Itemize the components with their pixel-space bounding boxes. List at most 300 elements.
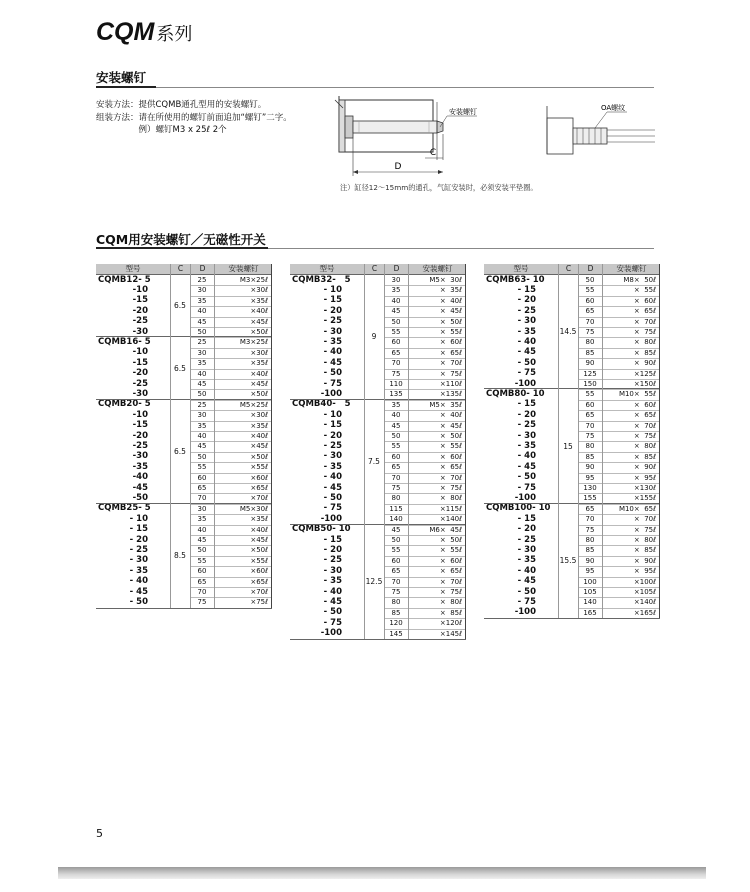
d-cell: 75 (585, 432, 595, 440)
screw-cell: × 65ℓ (439, 463, 462, 472)
d-cell: 75 (585, 328, 595, 336)
screw-cell: ×140ℓ (633, 598, 656, 607)
table-row (290, 597, 466, 607)
d-cell: 80 (585, 536, 595, 544)
table-row (290, 545, 466, 555)
model-cell: - 10 (323, 409, 342, 420)
table-row (484, 535, 660, 545)
table-row (290, 275, 466, 285)
table-row (290, 473, 466, 483)
d-cell: 30 (197, 286, 207, 295)
header-d: D (191, 264, 214, 274)
table-row (484, 577, 660, 587)
table-row (290, 379, 466, 389)
d-cell: 65 (585, 307, 595, 316)
c-cell: 15 (563, 441, 573, 451)
model-cell: -10 (132, 347, 148, 358)
d-cell: 115 (389, 504, 403, 513)
table-row (484, 369, 660, 379)
model-cell: - 20 (323, 430, 342, 441)
table-row (484, 348, 660, 358)
model-cell: - 30 (517, 544, 536, 555)
column-divider (190, 264, 191, 608)
table-row (484, 410, 660, 420)
screw-cell: × 80ℓ (633, 338, 656, 347)
screw-cell: ×70ℓ (250, 494, 268, 503)
header-d: D (385, 264, 408, 274)
d-cell: 50 (197, 328, 207, 336)
table-row (290, 296, 466, 306)
screw-cell: ×30ℓ (250, 286, 268, 295)
screw-cell: ×35ℓ (250, 421, 268, 430)
group-divider (290, 399, 466, 400)
screw-cell: × 65ℓ (633, 307, 656, 316)
model-cell: - 35 (323, 461, 342, 472)
header-c: C (171, 264, 190, 274)
table-row (96, 317, 272, 327)
screw-cell: ×135ℓ (439, 390, 462, 399)
screw-cell: × 60ℓ (633, 296, 656, 305)
screw-cell: × 40ℓ (439, 411, 462, 420)
model-cell: -100 (514, 492, 536, 503)
screw-cell: ×40ℓ (250, 432, 268, 440)
d-cell: 55 (197, 556, 207, 565)
model-cell: - 15 (129, 524, 148, 535)
mounting-diagram (325, 94, 665, 184)
screw-cell: ×30ℓ (250, 411, 268, 420)
model-cell: -10 (132, 284, 148, 295)
section-title-mounting-bolt: 安装螺钉 (96, 70, 147, 85)
column-divider (170, 264, 171, 608)
group-divider (290, 524, 466, 525)
page-number: 5 (96, 827, 103, 840)
d-cell: 30 (197, 504, 207, 513)
d-cell: 30 (197, 348, 207, 357)
d-cell: 80 (585, 338, 595, 347)
model-cell: - 40 (517, 451, 536, 462)
d-cell: 55 (197, 463, 207, 472)
model-cell: - 10 (129, 513, 148, 524)
d-cell: 40 (197, 525, 207, 534)
section-underline (96, 86, 156, 88)
table-row (96, 483, 272, 493)
screw-cell: ×60ℓ (250, 567, 268, 576)
group-divider (484, 503, 660, 504)
model-cell: - 25 (323, 440, 342, 451)
d-cell: 125 (583, 369, 597, 378)
model-cell: CQMB12- 5 (98, 274, 151, 285)
table-row (290, 358, 466, 368)
d-cell: 25 (197, 338, 207, 347)
d-cell: 135 (389, 390, 403, 399)
d-cell: 85 (585, 452, 595, 461)
screw-cell: × 70ℓ (439, 473, 462, 482)
d-cell: 60 (391, 452, 401, 461)
d-cell: 45 (197, 317, 207, 326)
table-row (96, 337, 272, 347)
screw-cell: ×45ℓ (250, 536, 268, 544)
d-cell: 100 (583, 577, 597, 586)
table-row (484, 587, 660, 597)
screw-cell: M3×25ℓ (239, 338, 268, 347)
model-cell: - 45 (323, 357, 342, 368)
screw-cell: ×50ℓ (250, 328, 268, 336)
table-row (96, 410, 272, 420)
table-row (290, 285, 466, 295)
d-cell: 45 (391, 307, 401, 316)
table-row (484, 306, 660, 316)
d-cell: 35 (391, 286, 401, 295)
table-row (484, 358, 660, 368)
d-cell: 40 (197, 369, 207, 378)
table-row (290, 306, 466, 316)
screw-cell: M5×30ℓ (239, 504, 268, 513)
section-underline (96, 247, 268, 249)
column-divider (558, 264, 559, 618)
screw-cell: × 60ℓ (439, 556, 462, 565)
screw-cell: ×50ℓ (250, 546, 268, 555)
d-cell: 65 (585, 504, 595, 513)
d-cell: 70 (585, 421, 595, 430)
d-cell: 90 (585, 556, 595, 565)
table-row (484, 452, 660, 462)
screw-cell: × 90ℓ (633, 359, 656, 368)
screw-cell: ×45ℓ (250, 442, 268, 451)
d-cell: 35 (197, 421, 207, 430)
screw-cell: ×40ℓ (250, 525, 268, 534)
model-cell: -15 (132, 295, 148, 306)
d-cell: 70 (391, 359, 401, 368)
model-cell: - 30 (517, 316, 536, 327)
screw-cell: × 75ℓ (439, 369, 462, 378)
screw-cell: ×55ℓ (250, 556, 268, 565)
table-row (484, 421, 660, 431)
d-cell: 80 (585, 442, 595, 451)
d-cell: 55 (391, 546, 401, 555)
header-c: C (365, 264, 384, 274)
model-cell: - 30 (129, 555, 148, 566)
d-cell: 50 (197, 452, 207, 461)
screw-cell: × 50ℓ (439, 317, 462, 326)
screw-cell: × 40ℓ (439, 296, 462, 305)
model-cell: - 75 (517, 368, 536, 379)
column-divider (408, 264, 409, 639)
model-cell: - 20 (323, 544, 342, 555)
model-cell: - 45 (517, 576, 536, 587)
model-cell: - 50 (323, 492, 342, 503)
table-row (290, 421, 466, 431)
screw-cell: ×40ℓ (250, 369, 268, 378)
group-divider (96, 399, 272, 400)
model-cell: CQMB50- 10 (292, 524, 351, 535)
model-cell: - 15 (517, 513, 536, 524)
screw-cell: ×115ℓ (439, 504, 462, 513)
d-cell: 50 (197, 546, 207, 555)
model-cell: - 45 (517, 347, 536, 358)
table-row (96, 348, 272, 358)
d-cell: 120 (389, 619, 403, 628)
screw-cell: × 75ℓ (439, 588, 462, 596)
table-row (96, 473, 272, 483)
d-dimension-label: D (394, 162, 402, 172)
model-cell: -30 (132, 326, 148, 337)
d-cell: 90 (585, 359, 595, 368)
d-cell: 70 (197, 588, 207, 596)
header-model: 型号 (96, 264, 170, 274)
d-cell: 70 (197, 494, 207, 503)
d-cell: 95 (585, 473, 595, 482)
screw-cell: × 45ℓ (439, 421, 462, 430)
screw-cell: × 50ℓ (439, 536, 462, 544)
column-divider (384, 264, 385, 639)
model-cell: -100 (514, 607, 536, 618)
model-cell: - 75 (517, 596, 536, 607)
screw-cell: × 95ℓ (633, 567, 656, 576)
model-cell: - 15 (517, 284, 536, 295)
c-cell: 6.5 (174, 363, 186, 373)
d-cell: 30 (197, 411, 207, 420)
table-row (484, 473, 660, 483)
d-cell: 60 (197, 567, 207, 576)
model-cell: - 40 (323, 472, 342, 483)
screw-cell: × 35ℓ (439, 286, 462, 295)
model-cell: -25 (132, 440, 148, 451)
screw-cell: × 85ℓ (633, 348, 656, 357)
model-cell: - 25 (517, 534, 536, 545)
screw-cell: × 55ℓ (633, 286, 656, 295)
screw-cell: ×70ℓ (250, 588, 268, 596)
table-row (290, 441, 466, 451)
screw-cell: ×105ℓ (633, 588, 656, 596)
group-divider (484, 388, 660, 389)
model-cell: - 15 (323, 534, 342, 545)
screw-cell: × 50ℓ (439, 432, 462, 440)
table-right-border (465, 264, 466, 639)
screw-cell: ×30ℓ (250, 348, 268, 357)
table-row (290, 431, 466, 441)
screw-cell: M5×25ℓ (239, 400, 268, 409)
table-row (96, 275, 272, 285)
model-cell: -15 (132, 420, 148, 431)
table-row (290, 535, 466, 545)
table-row (290, 504, 466, 514)
table-row (96, 597, 272, 607)
screw-cell: ×110ℓ (439, 380, 462, 388)
model-cell: - 25 (323, 555, 342, 566)
d-cell: 35 (197, 515, 207, 524)
table-row (290, 348, 466, 358)
model-cell: - 35 (517, 326, 536, 337)
model-cell: CQMB40- 5 (292, 399, 351, 410)
d-cell: 60 (391, 338, 401, 347)
screw-cell: × 60ℓ (439, 338, 462, 347)
model-cell: -25 (132, 316, 148, 327)
d-cell: 75 (585, 525, 595, 534)
model-cell: - 20 (517, 295, 536, 306)
model-cell: - 15 (323, 420, 342, 431)
model-cell: -35 (132, 461, 148, 472)
table-row (484, 504, 660, 514)
table-row (290, 369, 466, 379)
screw-cell: × 55ℓ (439, 328, 462, 336)
model-cell: - 35 (323, 576, 342, 587)
d-cell: 55 (585, 390, 595, 399)
header-screw: 安装螺钉 (409, 264, 466, 274)
model-cell: -50 (132, 492, 148, 503)
d-cell: 40 (391, 296, 401, 305)
d-cell: 65 (391, 348, 401, 357)
screw-cell: × 85ℓ (633, 546, 656, 555)
d-cell: 55 (391, 328, 401, 336)
screw-cell: × 80ℓ (633, 442, 656, 451)
table-row (484, 317, 660, 327)
d-cell: 30 (391, 276, 401, 284)
model-cell: - 25 (517, 305, 536, 316)
d-cell: 165 (583, 608, 597, 617)
table-row (290, 317, 466, 327)
d-cell: 45 (391, 421, 401, 430)
model-cell: -20 (132, 430, 148, 441)
model-cell: - 45 (129, 586, 148, 597)
d-cell: 75 (391, 588, 401, 596)
screw-cell: ×145ℓ (439, 629, 462, 638)
model-cell: -100 (514, 378, 536, 389)
model-cell: - 15 (323, 295, 342, 306)
header-c: C (559, 264, 578, 274)
model-cell: - 50 (323, 368, 342, 379)
d-cell: 140 (583, 598, 597, 607)
model-cell: - 20 (517, 524, 536, 535)
model-cell: - 30 (323, 451, 342, 462)
model-cell: CQMB32- 5 (292, 274, 351, 285)
model-cell: - 75 (517, 482, 536, 493)
screw-cell: M5× 35ℓ (429, 400, 462, 409)
mounting-bolt-label: 安装螺钉 (449, 108, 477, 116)
column-divider (578, 264, 579, 618)
model-cell: -20 (132, 305, 148, 316)
model-cell: CQMB16- 5 (98, 336, 151, 347)
d-cell: 90 (585, 463, 595, 472)
screw-cell: × 55ℓ (439, 442, 462, 451)
model-cell: -20 (132, 368, 148, 379)
c-dimension-label: C (429, 148, 437, 158)
screw-cell: M3×25ℓ (239, 276, 268, 284)
screw-cell: ×120ℓ (439, 619, 462, 628)
model-cell: -10 (132, 409, 148, 420)
d-cell: 40 (197, 307, 207, 316)
screw-cell: × 70ℓ (439, 359, 462, 368)
screw-cell: × 65ℓ (439, 348, 462, 357)
d-cell: 85 (585, 546, 595, 555)
d-cell: 70 (391, 473, 401, 482)
d-cell: 65 (197, 577, 207, 586)
model-cell: CQMB20- 5 (98, 399, 151, 410)
d-cell: 70 (391, 577, 401, 586)
screw-cell: × 75ℓ (633, 432, 656, 440)
table-row (484, 545, 660, 555)
d-cell: 130 (583, 484, 597, 492)
screw-cell: ×60ℓ (250, 473, 268, 482)
d-cell: 85 (391, 608, 401, 617)
screw-cell: M5× 30ℓ (429, 276, 462, 284)
screw-cell: × 80ℓ (439, 494, 462, 503)
table-row (484, 597, 660, 607)
model-cell: - 40 (517, 565, 536, 576)
d-cell: 80 (391, 494, 401, 503)
table-row (290, 618, 466, 628)
screw-cell: × 75ℓ (439, 484, 462, 492)
d-cell: 45 (391, 525, 401, 534)
table-row (484, 566, 660, 576)
d-cell: 80 (391, 598, 401, 607)
model-cell: -25 (132, 378, 148, 389)
screw-cell: M8× 50ℓ (623, 276, 656, 284)
model-cell: - 30 (323, 326, 342, 337)
table-row (96, 535, 272, 545)
model-cell: - 30 (517, 430, 536, 441)
table-row (96, 285, 272, 295)
screw-cell: ×35ℓ (250, 296, 268, 305)
series-title: CQM (96, 18, 155, 46)
screw-cell: × 75ℓ (633, 328, 656, 336)
table-row (484, 389, 660, 399)
model-cell: - 45 (517, 461, 536, 472)
section-rule (268, 248, 654, 249)
group-divider (96, 274, 272, 275)
model-cell: - 35 (129, 565, 148, 576)
d-cell: 60 (391, 556, 401, 565)
model-cell: - 20 (129, 534, 148, 545)
d-cell: 150 (583, 380, 597, 388)
screw-cell: × 90ℓ (633, 556, 656, 565)
header-screw: 安装螺钉 (215, 264, 272, 274)
d-cell: 70 (585, 515, 595, 524)
table-row (290, 566, 466, 576)
model-cell: -100 (320, 628, 342, 639)
d-cell: 110 (389, 380, 403, 388)
d-cell: 65 (391, 567, 401, 576)
table-row (484, 462, 660, 472)
d-cell: 75 (391, 369, 401, 378)
model-cell: - 35 (323, 336, 342, 347)
model-cell: -100 (320, 388, 342, 399)
column-divider (214, 264, 215, 608)
table-bottom-border (290, 639, 466, 640)
mounting-description (96, 99, 292, 137)
model-cell: - 50 (517, 357, 536, 368)
screw-cell: ×100ℓ (633, 577, 656, 586)
table-row (290, 525, 466, 535)
screw-cell: × 80ℓ (439, 598, 462, 607)
table-row (290, 629, 466, 639)
screw-cell: ×150ℓ (633, 380, 656, 388)
screw-cell: × 65ℓ (633, 411, 656, 420)
series-suffix: 系列 (156, 24, 193, 44)
screw-cell: × 70ℓ (633, 515, 656, 524)
screw-cell: × 95ℓ (633, 473, 656, 482)
c-cell: 7.5 (368, 457, 380, 467)
table-row (96, 504, 272, 514)
header-d: D (579, 264, 602, 274)
model-cell: CQMB100- 10 (486, 503, 551, 514)
screw-cell: ×75ℓ (250, 598, 268, 607)
model-cell: - 75 (323, 378, 342, 389)
c-cell: 9 (371, 332, 377, 342)
screw-cell: ×65ℓ (250, 484, 268, 492)
d-cell: 55 (585, 286, 595, 295)
screw-cell: × 90ℓ (633, 463, 656, 472)
d-cell: 145 (389, 629, 403, 638)
